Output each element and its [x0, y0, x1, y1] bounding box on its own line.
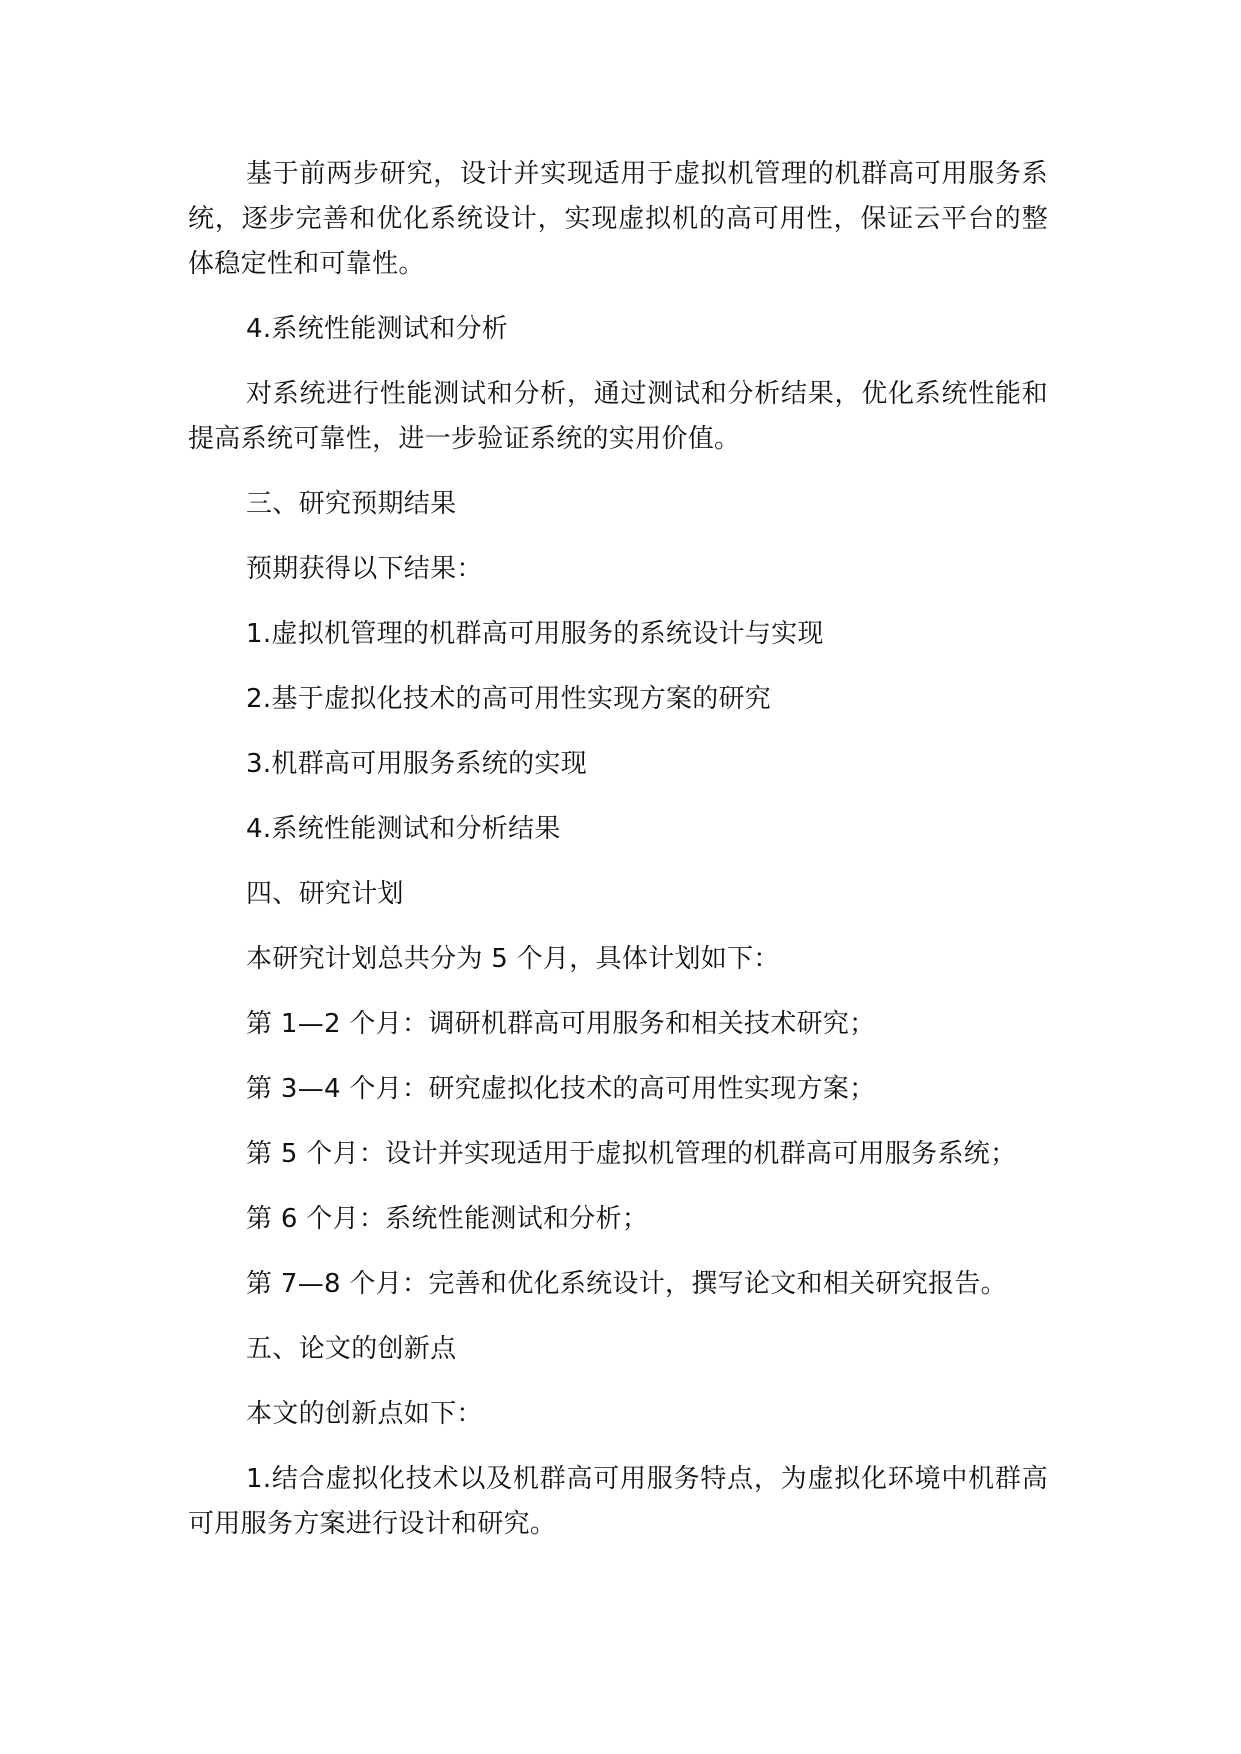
- heading-research-plan: 四、研究计划: [246, 879, 404, 909]
- paragraph-plan-intro: 本研究计划总共分为 5 个月，具体计划如下：: [246, 944, 780, 974]
- plan-item-month-6: 第 6 个月：系统性能测试和分析；: [246, 1204, 649, 1234]
- paragraph-design-implementation: 基于前两步研究，设计并实现适用于虚拟机管理的机群高可用服务系统，逐步完善和优化系统设计，实现虚拟机的高可用性，保证云平台的整体稳定性和可靠性。: [188, 159, 1048, 279]
- paragraph-innovations-intro: 本文的创新点如下：: [246, 1399, 483, 1429]
- list-item-expected-4: 4.系统性能测试和分析结果: [246, 814, 561, 844]
- list-item-innovation-1: 1.结合虚拟化技术以及机群高可用服务特点，为虚拟化环境中机群高可用服务方案进行设计和研究。: [188, 1464, 1048, 1539]
- plan-item-months-1-2: 第 1—2 个月：调研机群高可用服务和相关技术研究；: [246, 1009, 876, 1039]
- heading-performance-testing: 4.系统性能测试和分析: [246, 314, 509, 344]
- list-item-expected-2: 2.基于虚拟化技术的高可用性实现方案的研究: [246, 684, 772, 714]
- plan-item-months-7-8: 第 7—8 个月：完善和优化系统设计，撰写论文和相关研究报告。: [246, 1269, 1007, 1299]
- paragraph-performance-testing: 对系统进行性能测试和分析，通过测试和分析结果，优化系统性能和提高系统可靠性，进一步验证系统的实用价值。: [188, 379, 1048, 454]
- list-item-expected-1: 1.虚拟机管理的机群高可用服务的系统设计与实现: [246, 619, 824, 649]
- plan-item-months-3-4: 第 3—4 个月：研究虚拟化技术的高可用性实现方案；: [246, 1074, 876, 1104]
- heading-innovations: 五、论文的创新点: [246, 1334, 457, 1364]
- paragraph-expected-intro: 预期获得以下结果：: [246, 554, 483, 584]
- plan-item-month-5: 第 5 个月：设计并实现适用于虚拟机管理的机群高可用服务系统；: [246, 1139, 1017, 1169]
- document-body: [188, 152, 1048, 1547]
- list-item-expected-3: 3.机群高可用服务系统的实现: [246, 749, 588, 779]
- heading-expected-results: 三、研究预期结果: [246, 489, 457, 519]
